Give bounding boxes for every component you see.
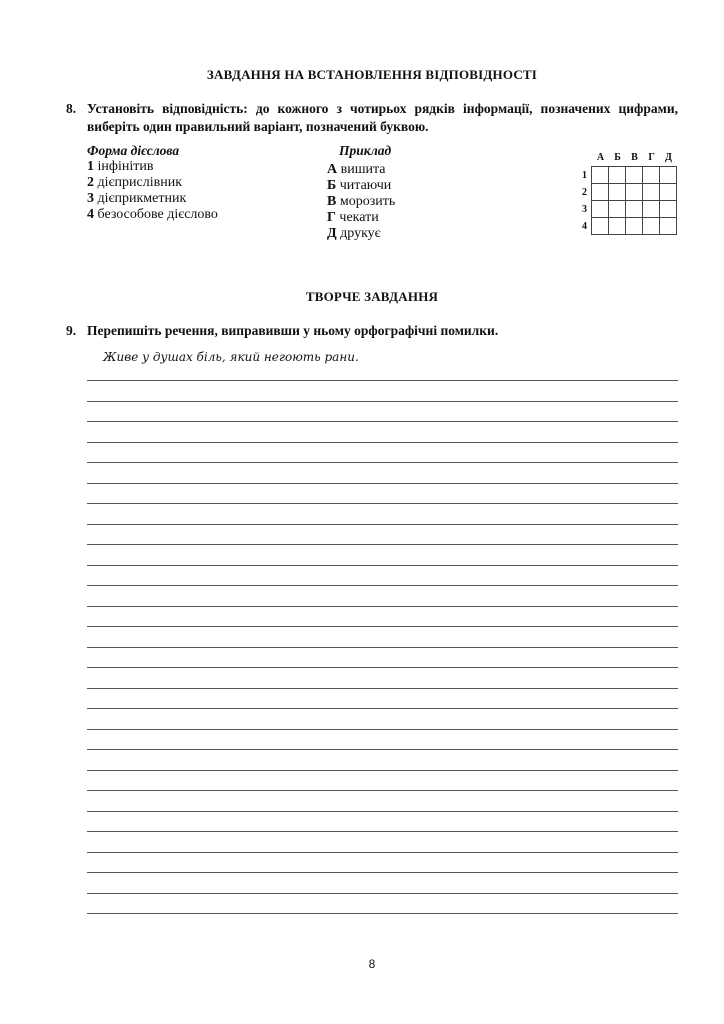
grid-letter: В [631, 152, 638, 163]
grid-cell[interactable] [643, 167, 660, 184]
grid-cell[interactable] [626, 218, 643, 235]
question-8-number: 8. [66, 101, 77, 116]
writing-line[interactable] [87, 565, 678, 566]
writing-line[interactable] [87, 667, 678, 668]
verb-form-item: 2 дієприслівник [87, 175, 182, 190]
verb-form-item: 4 безособове дієслово [87, 207, 218, 222]
example-sentence: Живе у душах біль, який негоють рани. [103, 350, 359, 364]
writing-line[interactable] [87, 647, 678, 648]
example-item: Д друкує [327, 226, 381, 241]
example-item: В морозить [327, 194, 396, 209]
grid-row-number: 4 [582, 221, 587, 232]
answer-grid[interactable] [591, 166, 677, 235]
grid-cell[interactable] [626, 167, 643, 184]
grid-cell[interactable] [643, 218, 660, 235]
grid-letter: Д [665, 152, 672, 163]
grid-letter: А [596, 152, 605, 163]
grid-cell[interactable] [592, 201, 609, 218]
grid-cell[interactable] [609, 218, 626, 235]
grid-cell[interactable] [660, 184, 677, 201]
grid-cell[interactable] [660, 201, 677, 218]
writing-line[interactable] [87, 442, 678, 443]
page-number: 8 [368, 957, 376, 971]
grid-cell[interactable] [626, 184, 643, 201]
section-title-matching: ЗАВДАННЯ НА ВСТАНОВЛЕННЯ ВІДПОВІДНОСТІ [206, 67, 538, 82]
writing-line[interactable] [87, 401, 678, 402]
section-title-creative: ТВОРЧЕ ЗАВДАННЯ [305, 289, 439, 304]
grid-cell[interactable] [626, 201, 643, 218]
writing-line[interactable] [87, 688, 678, 689]
example-list [327, 162, 395, 242]
writing-line[interactable] [87, 708, 678, 709]
writing-line[interactable] [87, 831, 678, 832]
grid-cell[interactable] [660, 167, 677, 184]
writing-line[interactable] [87, 729, 678, 730]
verb-form-item: 3 дієприкметник [87, 191, 187, 206]
question-9-number: 9. [66, 323, 77, 338]
verb-form-item: 1 інфінітив [87, 159, 154, 174]
verb-form-list [87, 159, 218, 223]
writing-line[interactable] [87, 811, 678, 812]
writing-line[interactable] [87, 749, 678, 750]
grid-cell[interactable] [592, 184, 609, 201]
grid-cell[interactable] [660, 218, 677, 235]
grid-row-number: 3 [582, 204, 587, 215]
grid-cell[interactable] [592, 167, 609, 184]
grid-cell[interactable] [609, 167, 626, 184]
writing-line[interactable] [87, 483, 678, 484]
example-item: Б читаючи [327, 178, 392, 193]
question-9-text: Перепишіть речення, виправивши у ньому орфографічні помилки. [87, 323, 499, 338]
verb-form-header: Форма дієслова [87, 143, 180, 158]
example-item: А вишита [327, 162, 386, 177]
grid-cell[interactable] [643, 201, 660, 218]
example-header: Приклад [339, 143, 392, 158]
grid-cell[interactable] [643, 184, 660, 201]
writing-line[interactable] [87, 524, 678, 525]
writing-line[interactable] [87, 606, 678, 607]
grid-letter: Г [648, 152, 655, 163]
grid-cell[interactable] [609, 184, 626, 201]
example-item: Г чекати [327, 210, 379, 225]
question-8-text-line1: Установіть відповідність: до кожного з чотирьох рядків інформації, позначених цифрами, [87, 101, 678, 116]
grid-row-number: 1 [582, 170, 587, 181]
answer-grid-letters [592, 152, 677, 163]
writing-line[interactable] [87, 913, 678, 914]
answer-grid-rows [582, 167, 590, 235]
writing-line[interactable] [87, 544, 678, 545]
writing-line[interactable] [87, 893, 678, 894]
writing-line[interactable] [87, 770, 678, 771]
writing-line[interactable] [87, 503, 678, 504]
grid-letter: Б [614, 152, 621, 163]
writing-line[interactable] [87, 872, 678, 873]
question-8-text-line2: виберіть один правильний варіант, позначений буквою. [87, 119, 429, 134]
writing-line[interactable] [87, 790, 678, 791]
writing-line[interactable] [87, 585, 678, 586]
grid-cell[interactable] [592, 218, 609, 235]
writing-line[interactable] [87, 421, 678, 422]
writing-line[interactable] [87, 626, 678, 627]
grid-row-number: 2 [582, 187, 587, 198]
writing-line[interactable] [87, 462, 678, 463]
writing-line[interactable] [87, 380, 678, 381]
grid-cell[interactable] [609, 201, 626, 218]
writing-line[interactable] [87, 852, 678, 853]
